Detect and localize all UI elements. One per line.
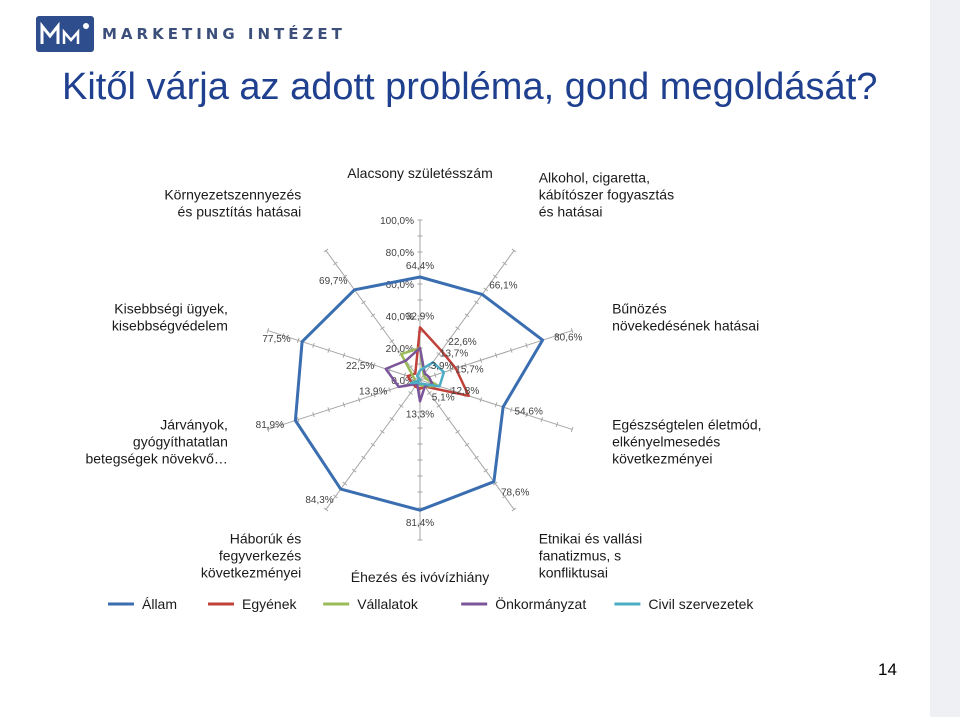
radar-tick-mark <box>465 314 469 317</box>
radar-tick-mark <box>503 262 507 265</box>
axis-tick-label: 100,0% <box>380 216 414 227</box>
data-label: 84,3% <box>305 494 334 506</box>
legend-label: Egyének <box>242 596 297 612</box>
radar-tick-mark <box>343 482 347 485</box>
category-label: Alacsony születésszám <box>347 165 493 181</box>
data-label: 13,7% <box>439 348 469 360</box>
radar-tick-mark <box>390 340 394 343</box>
radar-tick-mark <box>380 327 384 330</box>
category-label: Éhezés és ivóvízhiány <box>350 569 490 585</box>
data-label: 12,8% <box>450 386 480 397</box>
radar-tick-mark <box>456 430 460 433</box>
radar-tick-mark <box>362 456 366 459</box>
data-label: 69,7% <box>319 276 348 288</box>
radar-tick-mark <box>371 443 375 446</box>
category-label: Járványok, gyógyíthatatlan betegségek növekvő… <box>85 416 228 467</box>
category-label: Etnikai és vallási fanatizmus, s konfliktusai <box>538 530 643 581</box>
radar-tick-mark <box>371 314 375 317</box>
radar-tick-mark <box>362 301 366 304</box>
category-label: Bűnözés növekedésének hatásai <box>612 300 760 334</box>
axis-tick-label: 40,0% <box>385 312 414 323</box>
radar-tick-mark <box>465 443 469 446</box>
category-label: Háborúk és fegyverkezés következményei <box>200 530 302 581</box>
data-label: 5,1% <box>431 392 455 404</box>
data-label: 81,9% <box>255 420 284 432</box>
axis-tick-label: 80,0% <box>385 248 414 259</box>
radar-tick-mark <box>512 249 516 252</box>
radar-tick-mark <box>324 508 328 511</box>
data-label: 13,9% <box>359 386 388 398</box>
legend-label: Önkormányzat <box>495 596 587 612</box>
radar-tick-mark <box>456 327 460 330</box>
radar-tick-mark <box>437 404 441 407</box>
data-label: 22,5% <box>345 361 375 373</box>
radar-tick-mark <box>333 262 337 265</box>
data-label: 77,5% <box>262 334 291 345</box>
category-label: Alkohol, cigaretta, kábítószer fogyasztás és hatásai <box>538 169 675 220</box>
data-label: 54,6% <box>514 406 543 418</box>
page-number: 14 <box>878 660 897 679</box>
data-label: 78,6% <box>501 487 530 499</box>
radar-tick-mark <box>474 456 478 459</box>
slide-title: Kitől várja az adott probléma, gond megoldását? <box>62 66 878 108</box>
category-label: Egészségtelen életmód, elkényelmesedés következményei <box>612 416 762 467</box>
axis-tick-label: 60,0% <box>385 280 414 291</box>
data-label: 13,3% <box>405 409 435 421</box>
radar-tick-mark <box>493 275 497 278</box>
data-label: 22,6% <box>448 337 477 348</box>
data-label: 3,9% <box>430 361 454 373</box>
legend-label: Vállalatok <box>357 596 418 612</box>
legend-label: Civil szervezetek <box>648 596 754 612</box>
radar-tick-mark <box>474 301 478 304</box>
data-label: 64,4% <box>405 261 435 272</box>
radar-tick-mark <box>390 417 394 420</box>
data-label: 32,9% <box>405 311 435 323</box>
radar-tick-mark <box>446 417 450 420</box>
radar-tick-mark <box>409 391 413 394</box>
category-label: Környezetszennyezés és pusztítás hatásai <box>164 186 302 220</box>
category-label: Kisebbségi ügyek, kisebbségvédelem <box>111 300 228 334</box>
logo-text: MARKETING INTÉZET <box>102 25 346 43</box>
radar-tick-mark <box>484 469 488 472</box>
radar-tick-mark <box>333 495 337 498</box>
axis-tick-label: 20,0% <box>385 344 414 355</box>
radar-tick-mark <box>399 404 403 407</box>
legend-label: Állam <box>142 596 178 612</box>
data-label: 80,6% <box>554 332 583 344</box>
data-label: 15,7% <box>455 364 484 376</box>
radar-tick-mark <box>484 288 488 291</box>
radar-tick-mark <box>324 249 328 252</box>
axis-tick-label: 0,0% <box>391 376 414 387</box>
data-label: 81,4% <box>405 518 435 530</box>
data-label: 66,1% <box>489 280 518 292</box>
radar-tick-mark <box>352 469 356 472</box>
radar-tick-mark <box>512 508 516 511</box>
radar-tick-mark <box>380 430 384 433</box>
